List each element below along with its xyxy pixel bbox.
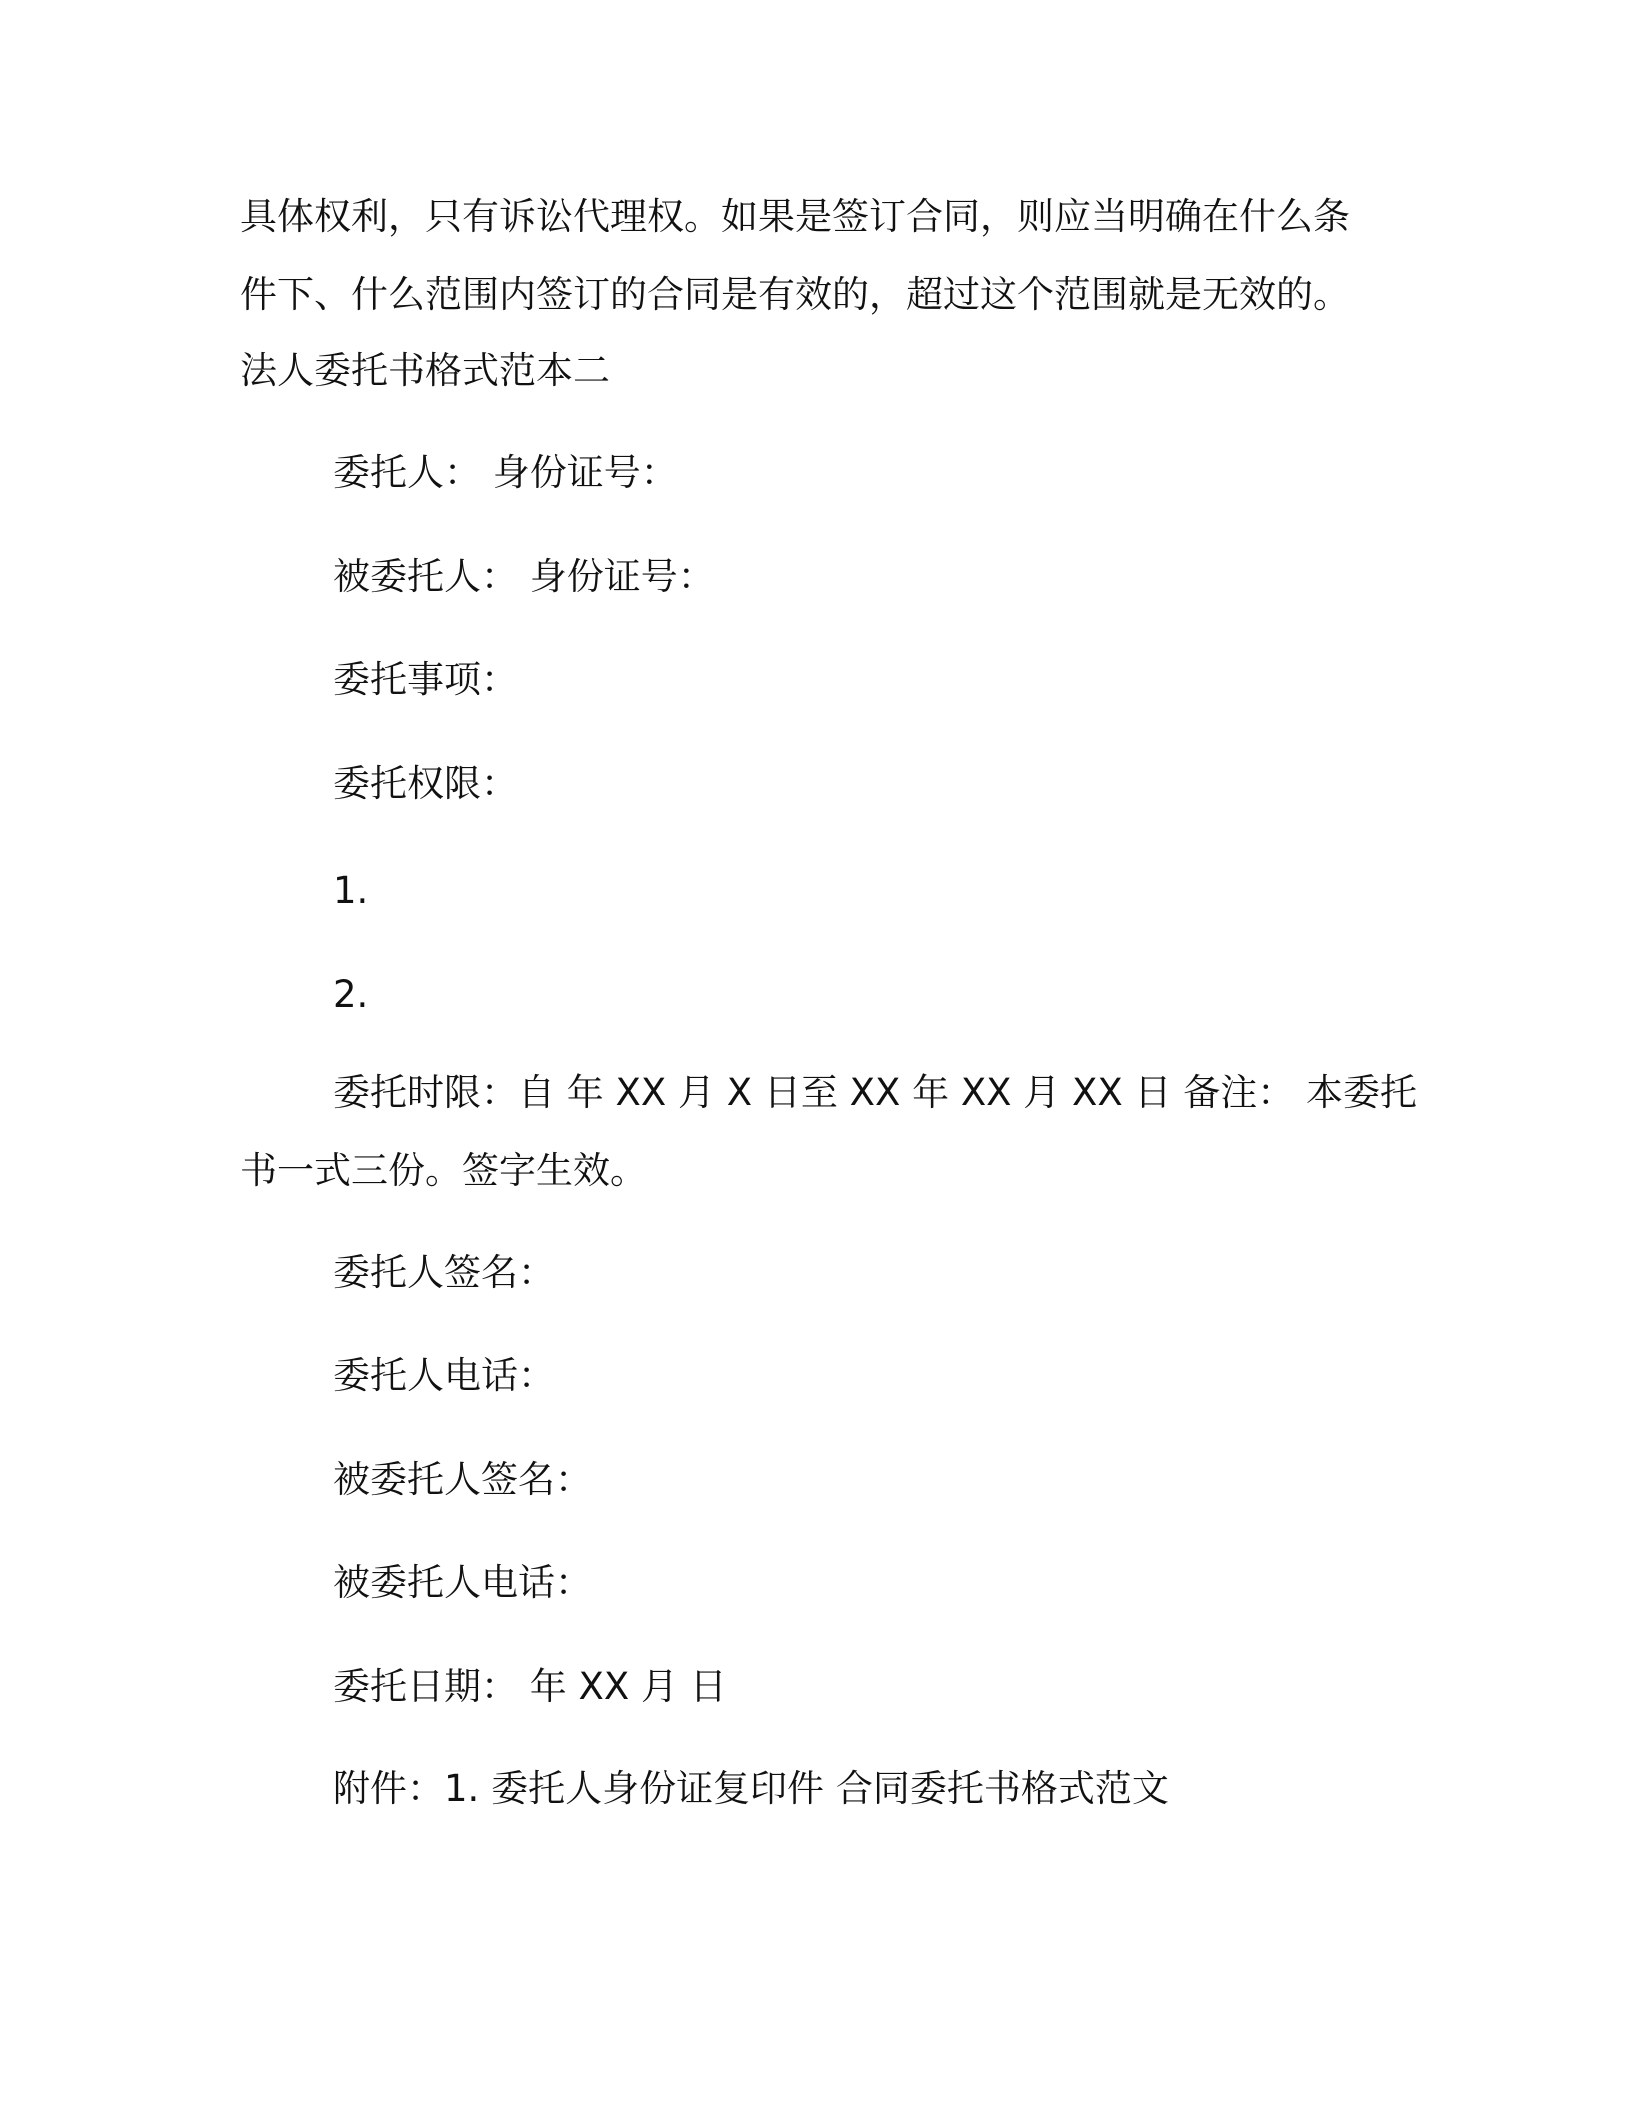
body-text-line: 具体权利，只有诉讼代理权。如果是签订合同，则应当明确在什么条 — [240, 195, 1350, 238]
entrust-date-field: 委托日期： 年 XX 月 日 — [333, 1665, 727, 1708]
principal-signature-field: 委托人签名： — [333, 1251, 555, 1294]
entrusted-matters-field: 委托事项： — [333, 658, 518, 701]
section-heading: 法人委托书格式范本二 — [240, 349, 610, 392]
agent-phone-field: 被委托人电话： — [333, 1561, 592, 1604]
body-text-line: 件下、什么范围内签订的合同是有效的，超过这个范围就是无效的。 — [240, 273, 1350, 316]
principal-phone-field: 委托人电话： — [333, 1354, 555, 1397]
agent-id-field: 被委托人： 身份证号： — [333, 555, 715, 598]
authority-scope-field: 委托权限： — [333, 762, 518, 805]
term-and-remarks-line: 委托时限：自 年 XX 月 X 日至 XX 年 XX 月 XX 日 备注： 本委托 — [333, 1071, 1418, 1114]
agent-signature-field: 被委托人签名： — [333, 1458, 592, 1501]
principal-id-field: 委托人： 身份证号： — [333, 451, 678, 494]
authority-item-2: 2. — [333, 973, 369, 1016]
attachment-line: 附件：1. 委托人身份证复印件 合同委托书格式范文 — [333, 1767, 1169, 1810]
authority-item-1: 1. — [333, 869, 369, 912]
term-and-remarks-line: 书一式三份。签字生效。 — [240, 1149, 647, 1192]
